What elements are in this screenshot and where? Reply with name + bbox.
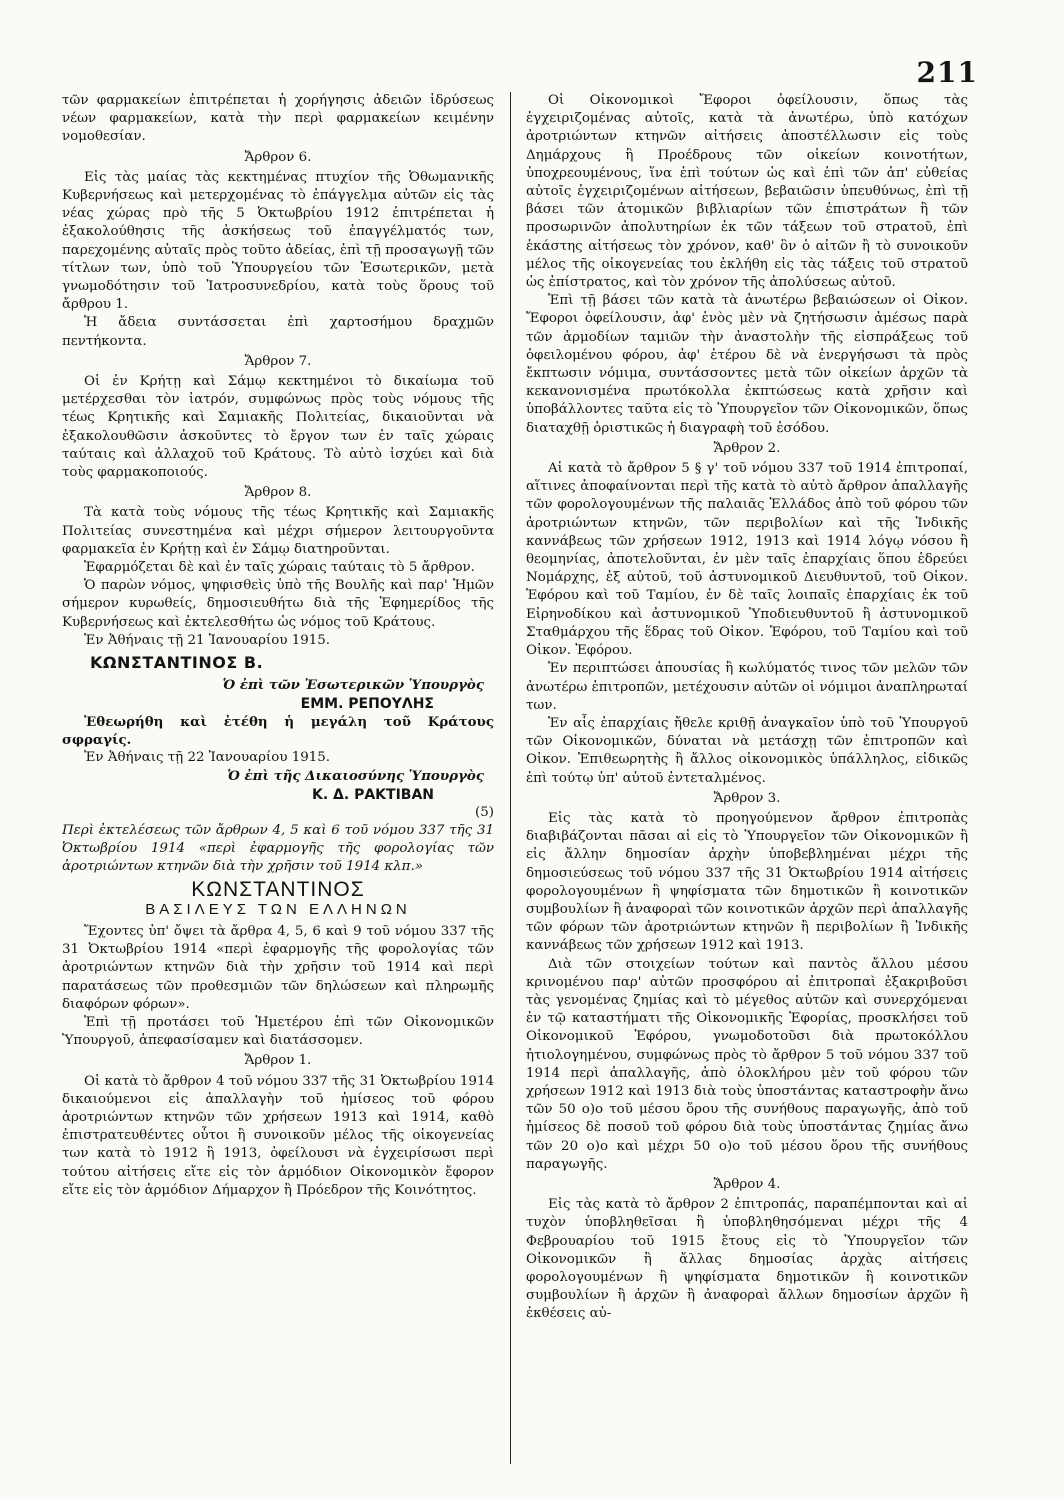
article-heading: Ἄρθρον 8. xyxy=(244,485,312,501)
column-divider xyxy=(510,92,511,1464)
king-signature: ΚΩΝΣΤΑΝΤΙΝΟΣ Β. xyxy=(90,653,264,673)
paragraph: Οἱ κατὰ τὸ ἄρθρον 4 τοῦ νόμου 337 τῆς 31 Ὀκτωβρίου 1914 δικαιούμενοι εἰς ἀπαλλαγὴν τοῦ ἡμίσεος τοῦ φόρου ἀροτριώντων κτηνῶν τῶν χρήσεων 1913 καὶ 1914, καθὸ ἐπιστρατευθέντες οὗτοι ἢ συνοικοῦν μέλος τῆς οἰκογενείας των κατὰ τὸ 1912 ἢ 1913, ὀφείλουσι νὰ ἐγχειρίσωσι περὶ τούτου αἰτήσεις εἴτε εἰς τὸν ἁρμόδιον Οἰκονομικὸν ἔφορον εἴτε εἰς τὸν ἁρμόδιον Δήμαρχον ἢ Πρόεδρον τῆς Κοινότητος. xyxy=(62,1073,494,1198)
page-number: 211 xyxy=(916,56,978,89)
paragraph: Ἐπὶ τῇ βάσει τῶν κατὰ τὰ ἀνωτέρω βεβαιώσεων οἱ Οἰκον. Ἔφοροι ὀφείλουσιν, ἀφ' ἑνὸς μὲν νὰ ζητήσωσιν ἀμέσως παρὰ τῶν ἁρμοδίων ταμιῶν τὴν ἀναστολὴν τῆς εἰσπράξεως τοῦ ὀφειλομένου φόρου, ἀφ' ἑτέρου δὲ νὰ ἐνεργήσωσι τὰ πρὸς ἔκπτωσιν νόμιμα, συντάσσοντες μετὰ τῶν οἰκείων ἀρχῶν τὰ κεκανονισμένα πρωτόκολλα ἐκπτώσεως κατὰ χρῆσιν καὶ ὑποβάλλοντες ταῦτα εἰς τὸ Ὑπουργεῖον τῶν Οἰκονομικῶν, ὅπως διαταχθῇ ὁριστικῶς ἡ διαγραφὴ τοῦ ἐσόδου. xyxy=(526,293,968,436)
enactment-clause: Ὁ παρὼν νόμος, ψηφισθεὶς ὑπὸ τῆς Βουλῆς καὶ παρ' Ἡμῶν σήμερον κυρωθείς, δημοσιευθήτω διὰ τῆς Ἐφημερίδος τῆς Κυβερνήσεως καὶ ἐκτελεσθήτω ὡς νόμος τοῦ Κράτους. xyxy=(62,578,494,630)
paragraph: τῶν φαρμακείων ἐπιτρέπεται ἡ χορήγησις ἀδειῶν ἱδρύσεως νέων φαρμακείων, κατὰ τὴν περὶ φαρμακείων κειμένην νομοθεσίαν. xyxy=(62,93,494,145)
paragraph: Οἱ Οἰκονομικοὶ Ἔφοροι ὀφείλουσιν, ὅπως τὰς ἐγχειριζομένας αὐτοῖς, κατὰ τὰ ἀνωτέρω, ὑπὸ κατόχων ἀροτριώντων κτηνῶν αἰτήσεις ἀποστέλλωσιν εἰς τοὺς Δημάρχους ἢ Προέδρους τῶν οἰκείων κοινοτήτων, ὑποχρεουμένους, ἵνα ἐπὶ τούτων ὡς καὶ ἐπὶ τῶν ἀπ' εὐθείας αὐτοῖς ἐγχειριζομένων αἰτήσεων, βεβαιῶσιν ὑπευθύνως, ἐπὶ τῇ βάσει τῶν ἀτομικῶν βιβλιαρίων τῶν ἐπιστράτων ἢ τῶν προσωρινῶν ἀπολυτηρίων ἐκ τῶν τάξεων τοῦ στρατοῦ, ἐπὶ ἑκάστης αἰτήσεως τὸν χρόνον, καθ' ὃν ὁ αἰτῶν ἢ τὸ συνοικοῦν μέλος τῆς οἰκογενείας του ἐκλήθη εἰς τὰς τάξεις τοῦ στρατοῦ ὡς ἐπίστρατος, καὶ τὸν χρόνον τῆς ἀπολύσεως αὐτοῦ. xyxy=(526,93,968,291)
left-column xyxy=(62,92,494,1200)
paragraph: Τὰ κατὰ τοὺς νόμους τῆς τέως Κρητικῆς καὶ Σαμιακῆς Πολιτείας συνεστημένα καὶ μέχρι σήμερον λειτουργοῦντα φαρμακεῖα ἐν Κρήτῃ καὶ ἐν Σάμῳ διατηροῦνται. xyxy=(62,505,494,557)
king-name: ΚΩΝΣΤΑΝΤΙΝΟΣ xyxy=(191,877,365,901)
article-heading: Ἄρθρον 6. xyxy=(244,149,312,165)
king-title: ΒΑΣΙΛΕΥΣ ΤΩΝ ΕΛΛΗΝΩΝ xyxy=(145,900,411,918)
article-heading: Ἄρθρον 4. xyxy=(713,1176,781,1192)
decree-number: (5) xyxy=(475,804,494,820)
decree-title: Περὶ ἐκτελέσεως τῶν ἄρθρων 4, 5 καὶ 6 τοῦ νόμου 337 τῆς 31 Ὀκτωβρίου 1914 «περὶ ἐφαρμογῆς τῆς φορολογίας τῶν ἀροτριώντων κτηνῶν διὰ τὴν χρῆσιν τοῦ 1914 κλπ.» xyxy=(62,822,494,875)
paragraph: Εἰς τὰς μαίας τὰς κεκτημένας πτυχίον τῆς Ὀθωμανικῆς Κυβερνήσεως καὶ μετερχομένας τὸ ἐπάγγελμα αὐτῶν εἰς τὰς νέας χώρας πρὸ τῆς 5 Ὀκτωβρίου 1912 ἐπιτρέπεται ἡ ἐξακολούθησις τῆς ἀσκήσεως τοῦ ἐπαγγέλματός των, παρεχομένης αὐταῖς πρὸς τοῦτο ἀδείας, ἐπὶ τῇ προσαγωγῇ τῶν τίτλων των, ὑπὸ τοῦ Ὑπουργείου τῶν Ἐσωτερικῶν, μετὰ γνωμοδότησιν τοῦ Ἰατροσυνεδρίου, κατὰ τοὺς ὅρους τοῦ ἄρθρου 1. xyxy=(62,169,494,313)
article-heading: Ἄρθρον 1. xyxy=(244,1053,312,1069)
article-heading: Ἄρθρον 3. xyxy=(713,790,781,806)
article-heading: Ἄρθρον 7. xyxy=(244,353,312,369)
date-line: Ἐν Ἀθήναις τῇ 21 Ἰανουαρίου 1915. xyxy=(84,632,331,648)
article-heading: Ἄρθρον 2. xyxy=(713,440,781,456)
paragraph: Οἱ ἐν Κρήτῃ καὶ Σάμῳ κεκτημένοι τὸ δικαίωμα τοῦ μετέρχεσθαι τὸν ἰατρόν, συμφώνως πρὸς τοὺς νόμους τῆς τέως Κρητικῆς καὶ Σαμιακῆς Πολιτείας, δικαιοῦνται νὰ ἐξακολουθῶσιν ἀσκοῦντες τὸ ἔργον των ἐν ταῖς χώραις ταύταις καὶ ἀλλαχοῦ τοῦ Κράτους. Τὸ αὐτὸ ἰσχύει καὶ διὰ τοὺς φαρμακοποιούς. xyxy=(62,374,494,481)
minister-name: ΕΜΜ. ΡΕΠΟΥΛΗΣ xyxy=(300,695,434,712)
paragraph: Αἱ κατὰ τὸ ἄρθρον 5 § γ' τοῦ νόμου 337 τοῦ 1914 ἐπιτροπαί, αἵτινες ἀποφαίνονται περὶ τῆς κατὰ τὸ αὐτὸ ἄρθρον ἀπαλλαγῆς τῶν φορολογουμένων τῆς παλαιᾶς Ἑλλάδος ἀπὸ τοῦ φόρου τῶν ἀροτριώντων κτηνῶν, τῶν περιβολίων καὶ τῆς Ἰνδικῆς καννάβεως τῶν χρήσεων 1912, 1913 καὶ 1914 λόγῳ νόσου ἢ θεομηνίας, ἀποτελοῦνται, ἐν μὲν ταῖς ἐπαρχίαις ὅπου ἑδρεύει Νομάρχης, ἐξ αὐτοῦ, τοῦ ἀστυνομικοῦ Διευθυντοῦ, τοῦ Οἰκον. Ἐφόρου καὶ τοῦ Ταμίου, ἐν δὲ ταῖς λοιπαῖς ἐπαρχίαις ἐκ τοῦ Εἰρηνοδίκου καὶ ἀστυνομικοῦ Ὑποδιευθυντοῦ ἢ ἀστυνομικοῦ Σταθμάρχου τῆς ἕδρας τοῦ Οἰκον. Ἐφόρου, τοῦ Ταμίου καὶ τοῦ Οἰκον. Ἐφόρου. xyxy=(526,461,968,659)
minister-title: Ὁ ἐπὶ τῆς Δικαιοσύνης Ὑπουργὸς xyxy=(227,768,484,785)
paragraph: Ἡ ἄδεια συντάσσεται ἐπὶ χαρτοσήμου δραχμῶν πεντήκοντα. xyxy=(62,315,494,349)
paragraph: Ἐπὶ τῇ προτάσει τοῦ Ἡμετέρου ἐπὶ τῶν Οἰκονομικῶν Ὑπουργοῦ, ἀπεφασίσαμεν καὶ διατάσσομεν. xyxy=(62,1014,494,1049)
paragraph: Εἰς τὰς κατὰ τὸ ἄρθρον 2 ἐπιτροπάς, παραπέμπονται καὶ αἱ τυχὸν ὑποβληθεῖσαι ἢ ὑποβληθησόμεναι μέχρι τῆς 4 Φεβρουαρίου τοῦ 1915 ἔτους εἰς τὸ Ὑπουργεῖον τῶν Οἰκονομικῶν ἢ ἄλλας δημοσίας ἀρχὰς αἰτήσεις φορολογουμένων ἢ ψηφίσματα δημοτικῶν ἢ κοινοτικῶν συμβουλίων ἢ ἀρχῶν ἢ ἀναφοραὶ ἄλλων δημοσίων ἀρχῶν ἢ ἐκθέσεις αὐ- xyxy=(526,1197,968,1322)
seal-line: Ἐθεωρήθη καὶ ἐτέθη ἡ μεγάλη τοῦ Κράτους σφραγίς. xyxy=(62,713,494,748)
paragraph: Διὰ τῶν στοιχείων τούτων καὶ παντὸς ἄλλου μέσου κρινομένου παρ' αὐτῶν προσφόρου αἱ ἐπιτροπαὶ ἐξακριβοῦσι τὰς γενομένας ζημίας καὶ τὸ μέγεθος αὐτῶν καὶ συνερχόμεναι ἐν τῷ καταστήματι τῆς Οἰκονομικῆς Ἐφορίας, προσκλήσει τοῦ Οἰκονομικοῦ Ἐφόρου, γνωμοδοτοῦσι διὰ πρωτοκόλλου ἠτιολογημένου, συμφώνως πρὸς τὸ ἄρθρον 5 τοῦ νόμου 337 τοῦ 1914 περὶ ἀπαλλαγῆς, ἀπὸ ὁλοκλήρου μὲν τοῦ φόρου τῶν χρήσεων 1912 καὶ 1913 διὰ τοὺς ὑποστάντας καταστροφὴν ἄνω τῶν 50 ο)ο τοῦ μέσου ὅρου τῆς συνήθους παραγωγῆς, ἀπὸ τοῦ ἡμίσεος δὲ ποσοῦ τοῦ φόρου διὰ τοὺς ὑποστάντας ζημίας ἄνω τῶν 20 ο)ο καὶ μέχρι 50 ο)ο τοῦ μέσου ὅρου τῆς συνήθους παραγωγῆς. xyxy=(526,956,968,1172)
date-line: Ἐν Ἀθήναις τῇ 22 Ἰανουαρίου 1915. xyxy=(84,750,331,766)
paragraph: Ἔχοντες ὑπ' ὄψει τὰ ἄρθρα 4, 5, 6 καὶ 9 τοῦ νόμου 337 τῆς 31 Ὀκτωβρίου 1914 «περὶ ἐφαρμογῆς τῆς φορολογίας τῶν ἀροτριώντων κτηνῶν διὰ τὴν χρῆσιν τοῦ 1914 καὶ περὶ παρατάσεως τῶν προθεσμιῶν τῶν δηλώσεων καὶ πληρωμῆς διαφόρων φόρων». xyxy=(62,923,494,1012)
paragraph: Ἐφαρμόζεται δὲ καὶ ἐν ταῖς χώραις ταύταις τὸ 5 ἄρθρον. xyxy=(84,560,475,576)
right-column xyxy=(526,92,968,1324)
paragraph: Εἰς τὰς κατὰ τὸ προηγούμενον ἄρθρον ἐπιτροπὰς διαβιβάζονται πᾶσαι αἱ εἰς τὸ Ὑπουργεῖον τῶν Οἰκονομικῶν ἢ εἰς ἄλλην δημοσίαν ἀρχὴν ὑποβεβλημέναι μέχρι τῆς δημοσιεύσεως τοῦ νόμου 337 τῆς 31 Ὀκτωβρίου 1914 αἰτήσεις φορολογουμένων ἢ ψηφίσματα τῶν δημοτικῶν ἢ κοινοτικῶν συμβουλίων ἢ ἀναφοραὶ τῶν κοινοτικῶν ἀρχῶν περὶ ἀπαλλαγῆς τῶν φόρων τῶν ἀροτριώντων κτηνῶν ἢ περιβολίων ἢ Ἰνδικῆς καννάβεως τῶν χρήσεων 1912 καὶ 1913. xyxy=(526,810,968,954)
paragraph: Ἐν περιπτώσει ἀπουσίας ἢ κωλύματός τινος τῶν μελῶν τῶν ἀνωτέρω ἐπιτροπῶν, μετέχουσιν αὐτῶν οἱ νόμιμοι ἀναπληρωταί των. xyxy=(526,661,968,713)
paragraph: Ἐν αἷς ἐπαρχίαις ἤθελε κριθῇ ἀναγκαῖον ὑπὸ τοῦ Ὑπουργοῦ τῶν Οἰκονομικῶν, δύναται νὰ μετάσχῃ τῶν ἐπιτροπῶν καὶ Οἰκον. Ἐπιθεωρητὴς ἢ ἄλλος οἰκονομικὸς ὑπάλληλος, εἰδικῶς ἐπὶ τούτῳ ὑπ' αὐτοῦ ἐντεταλμένος. xyxy=(526,715,968,786)
minister-name: Κ. Δ. ΡΑΚΤΙΒΑΝ xyxy=(312,786,434,803)
minister-title: Ὁ ἐπὶ τῶν Ἐσωτερικῶν Ὑπουργὸς xyxy=(222,677,484,694)
